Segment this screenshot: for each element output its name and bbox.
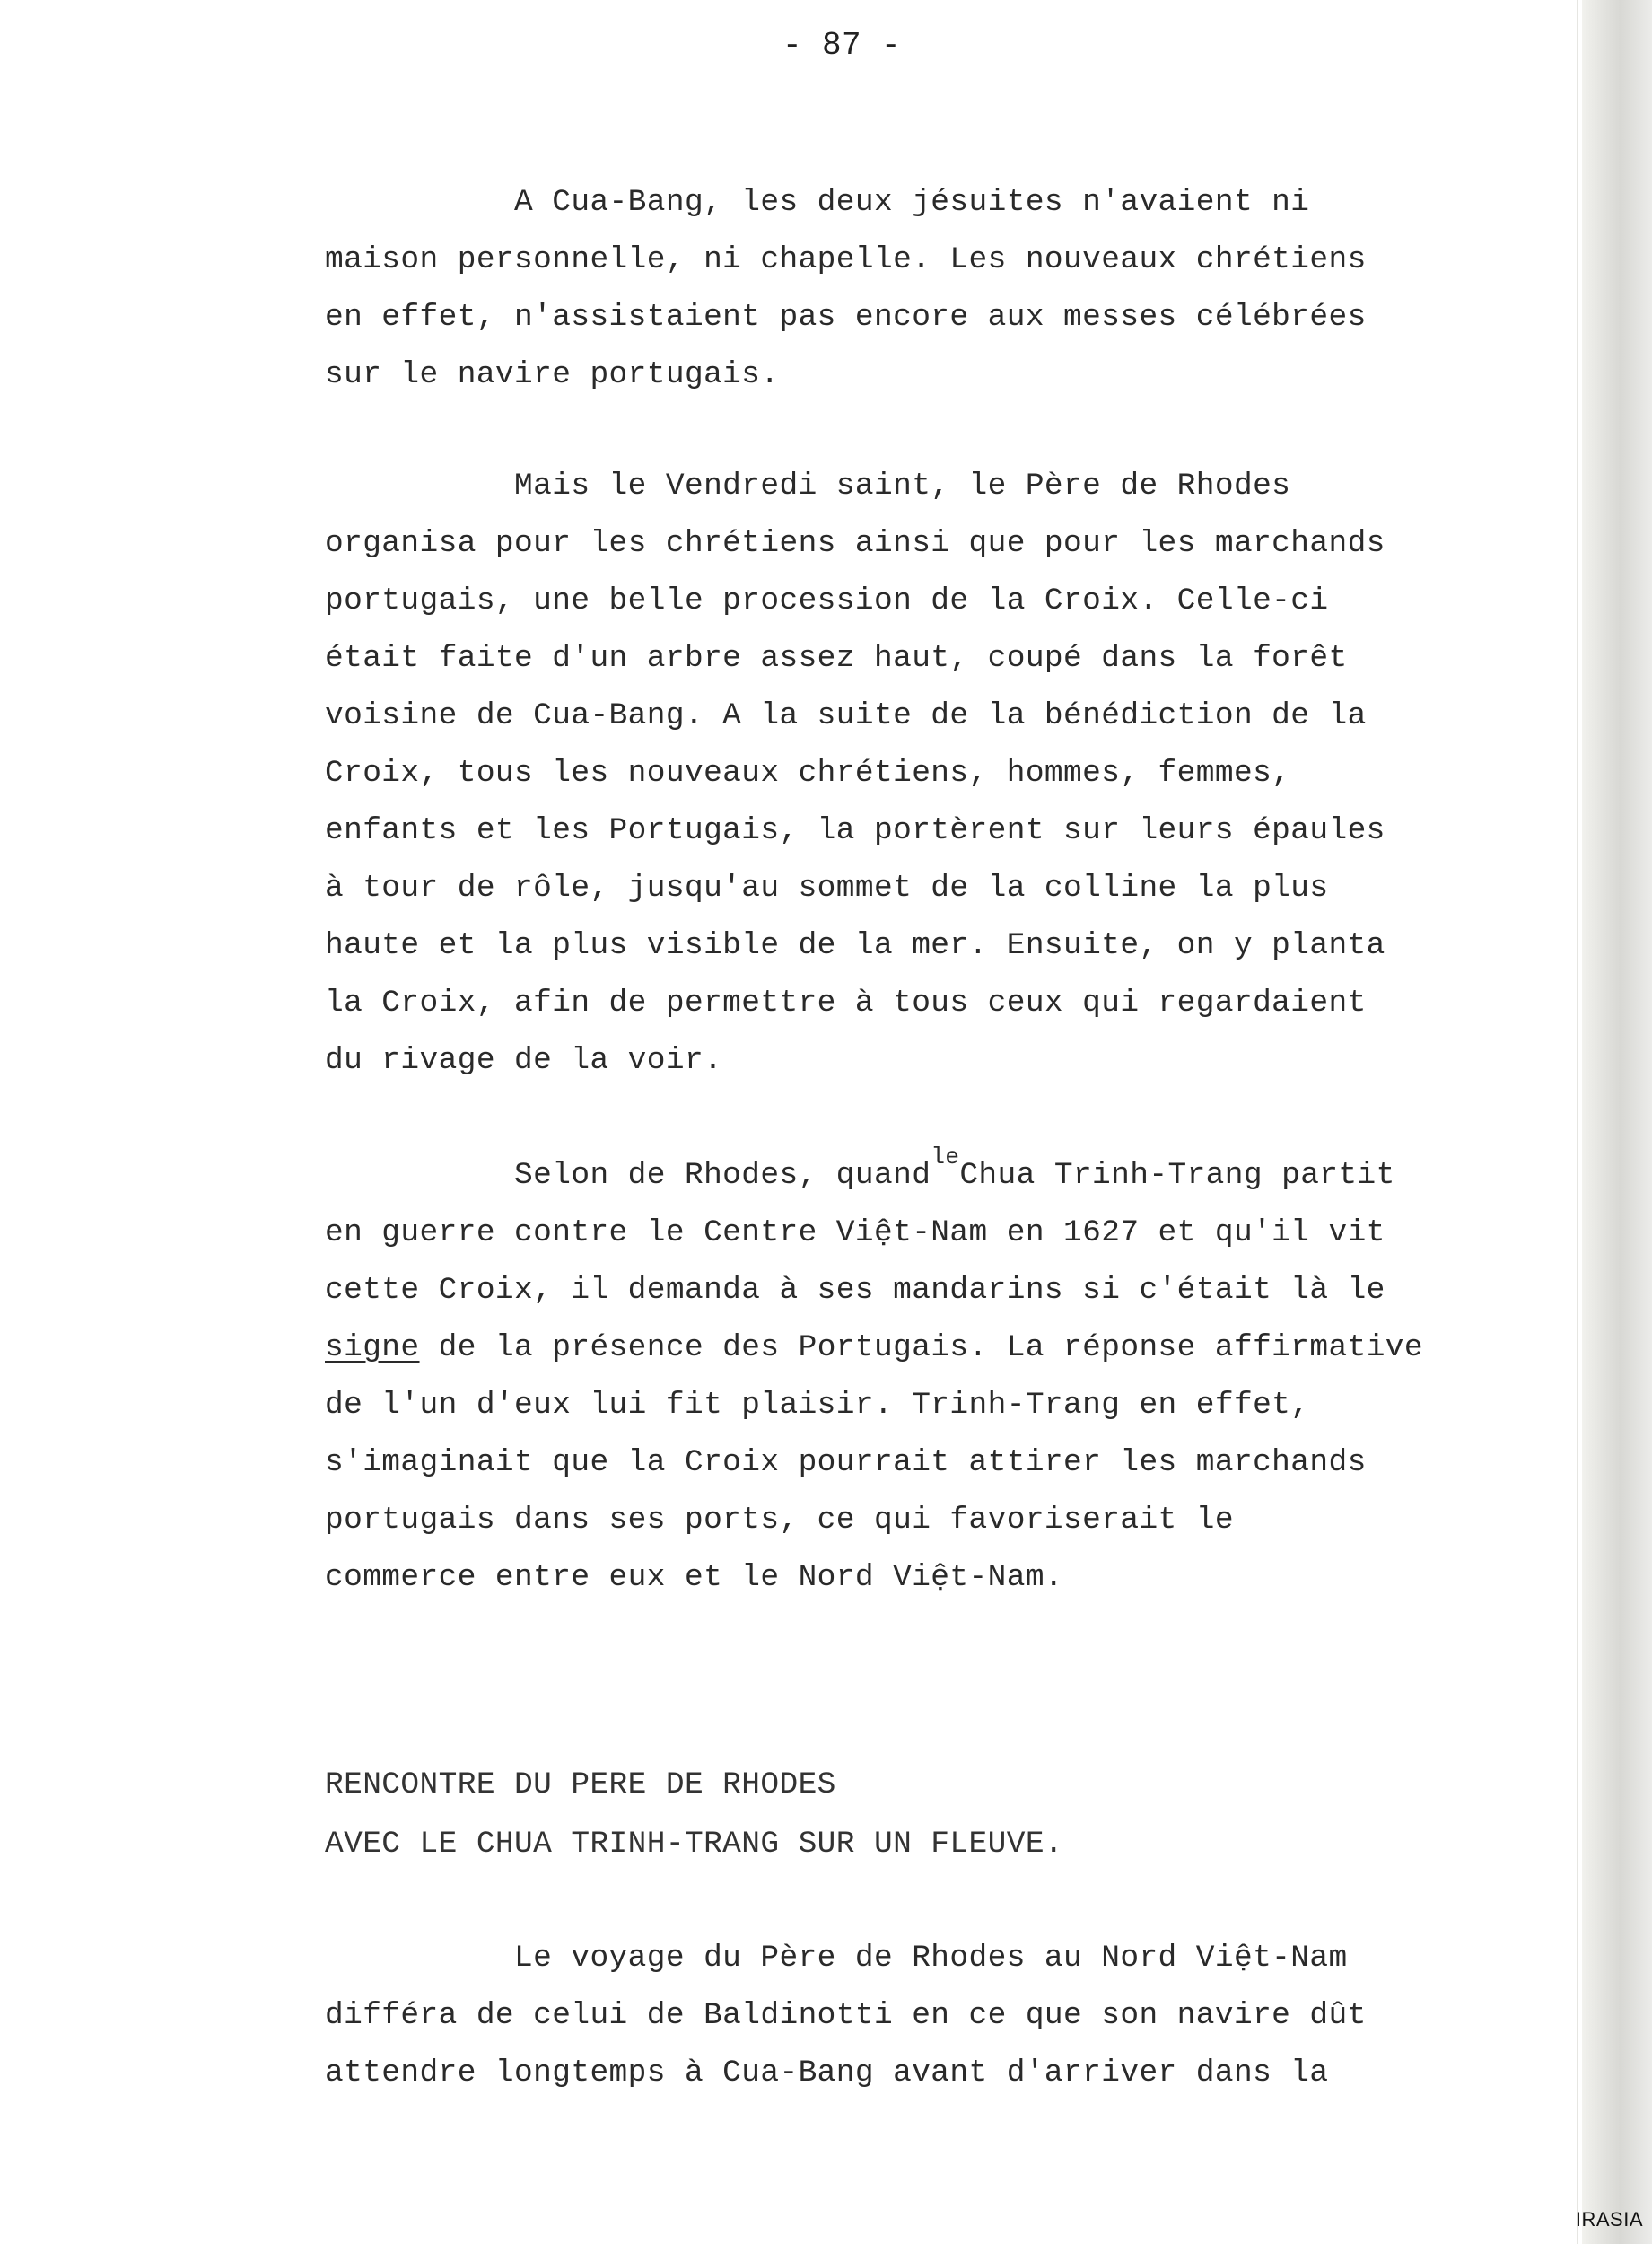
paragraph-line: cette Croix, il demanda à ses mandarins si c'était là le bbox=[325, 1273, 1385, 1308]
page-number: - 87 - bbox=[782, 27, 902, 64]
paragraph-4 bbox=[325, 1930, 1563, 2102]
paragraph-line: organisa pour les chrétiens ainsi que pour les marchands bbox=[325, 526, 1385, 561]
line-text: Selon de Rhodes, quand bbox=[325, 1158, 931, 1193]
paragraph-line: Mais le Vendredi saint, le Père de Rhodes bbox=[325, 469, 1291, 504]
underlined-word: signe bbox=[325, 1330, 420, 1365]
scan-edge bbox=[1582, 0, 1652, 2244]
paragraph-line: enfants et les Portugais, la portèrent sur leurs épaules bbox=[325, 813, 1385, 848]
paragraph-line: commerce entre eux et le Nord Việt-Nam. bbox=[325, 1560, 1064, 1595]
paragraph-1 bbox=[325, 174, 1563, 404]
paragraph-line: haute et la plus visible de la mer. Ensuite, on y planta bbox=[325, 928, 1385, 963]
heading-line: RENCONTRE DU PERE DE RHODES bbox=[325, 1767, 836, 1802]
heading-line: AVEC LE CHUA TRINH-TRANG SUR UN FLEUVE. bbox=[325, 1827, 1064, 1862]
paragraph-line-with-superscript bbox=[325, 1144, 1563, 1205]
paragraph-line: s'imaginait que la Croix pourrait attirer les marchands bbox=[325, 1445, 1367, 1480]
paragraph-line: Croix, tous les nouveaux chrétiens, hommes, femmes, bbox=[325, 756, 1291, 791]
paragraph-line-with-underline bbox=[325, 1319, 1563, 1377]
paragraph-line: différa de celui de Baldinotti en ce que son navire dût bbox=[325, 1998, 1367, 2033]
paragraph-2 bbox=[325, 458, 1563, 1090]
paragraph-line: la Croix, afin de permettre à tous ceux qui regardaient bbox=[325, 986, 1367, 1021]
paragraph-line: Le voyage du Père de Rhodes au Nord Việt-Nam bbox=[325, 1941, 1348, 1976]
paragraph-line: voisine de Cua-Bang. A la suite de la bénédiction de la bbox=[325, 698, 1367, 733]
paragraph-line: sur le navire portugais. bbox=[325, 357, 780, 392]
paragraph-line: de l'un d'eux lui fit plaisir. Trinh-Trang en effet, bbox=[325, 1388, 1310, 1423]
footer-credit: IRASIA bbox=[1575, 2208, 1643, 2231]
superscript-insertion: le bbox=[931, 1144, 960, 1170]
paragraph-line: à tour de rôle, jusqu'au sommet de la colline la plus bbox=[325, 871, 1329, 906]
paragraph-line: était faite d'un arbre assez haut, coupé dans la forêt bbox=[325, 641, 1348, 676]
section-heading bbox=[325, 1756, 1563, 1874]
paragraph-line: maison personnelle, ni chapelle. Les nouveaux chrétiens bbox=[325, 242, 1367, 277]
paragraph-3 bbox=[325, 1144, 1563, 1607]
paragraph-line: en effet, n'assistaient pas encore aux messes célébrées bbox=[325, 300, 1367, 335]
paragraph-line: en guerre contre le Centre Việt-Nam en 1627 et qu'il vit bbox=[325, 1215, 1385, 1250]
paragraph-line: attendre longtemps à Cua-Bang avant d'arriver dans la bbox=[325, 2056, 1329, 2091]
paragraph-line: du rivage de la voir. bbox=[325, 1043, 723, 1078]
paragraph-line: portugais, une belle procession de la Croix. Celle-ci bbox=[325, 583, 1329, 618]
line-text: de la présence des Portugais. La réponse affirmative bbox=[419, 1330, 1424, 1365]
paragraph-line: portugais dans ses ports, ce qui favoriserait le bbox=[325, 1503, 1234, 1538]
line-text: Chua Trinh-Trang partit bbox=[959, 1158, 1395, 1193]
paragraph-line: A Cua-Bang, les deux jésuites n'avaient ni bbox=[325, 185, 1310, 220]
